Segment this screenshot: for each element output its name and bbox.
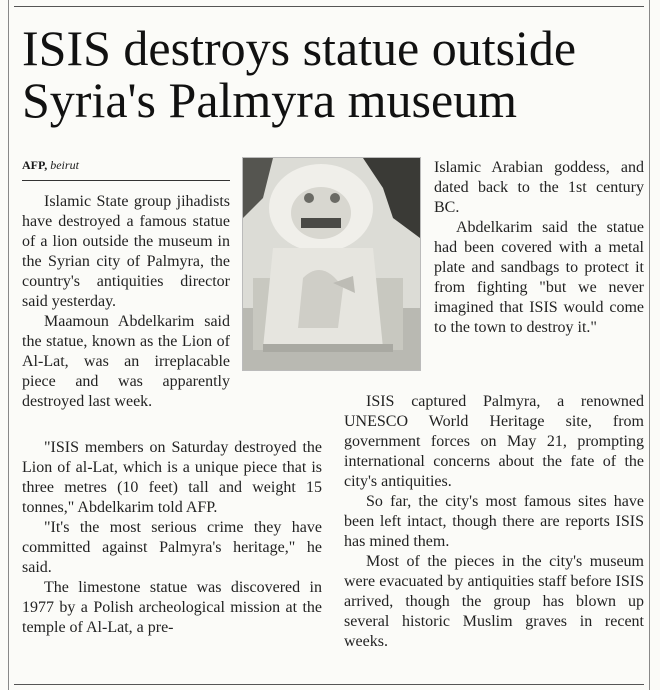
paragraph-6: Islamic Arabian goddess, and dated back to the 1st century BC. bbox=[434, 159, 644, 216]
paragraph-5: The limestone statue was discovered in 1977 by a Polish archeological mission at the temple of Al-Lat, a pre- bbox=[22, 579, 322, 636]
paragraph-10: Most of the pieces in the city's museum were evacuated by antiquities staff before ISIS arrived, though the group has blown up several historic Muslim graves in recent weeks. bbox=[344, 553, 644, 650]
paragraph-2: Maamoun Abdelkarim said the statue, known as the Lion of Al-Lat, was an irreplacable piece and was apparently destroyed last week. bbox=[22, 313, 230, 410]
article-column-2-bottom bbox=[344, 392, 644, 652]
paragraph-3: "ISIS members on Saturday destroyed the Lion of al-Lat, which is a unique piece that is three metres (10 feet) tall and weight 15 tonnes," Abdelkarim told AFP. bbox=[22, 439, 322, 516]
byline bbox=[22, 158, 79, 173]
byline-agency: AFP, bbox=[22, 158, 48, 172]
page-border-left bbox=[8, 0, 9, 690]
headline: ISIS destroys statue outside Syria's Palmyra museum bbox=[22, 20, 577, 128]
article-column-2-top bbox=[434, 158, 644, 338]
article-column-1-top bbox=[22, 192, 230, 412]
bottom-rule bbox=[14, 684, 644, 685]
paragraph-9: So far, the city's most famous sites have been left intact, though there are reports ISIS has mined them. bbox=[344, 493, 644, 550]
paragraph-1: Islamic State group jihadists have destroyed a famous statue of a lion outside the museum in the Syrian city of Palmyra, the country's antiquities director said yesterday. bbox=[22, 193, 230, 310]
byline-rule bbox=[22, 180, 230, 181]
paragraph-4: "It's the most serious crime they have committed against Palmyra's heritage," he said. bbox=[22, 519, 322, 576]
article-column-1-bottom bbox=[22, 438, 322, 638]
paragraph-7: Abdelkarim said the statue had been covered with a metal plate and sandbags to protect it from fighting "but we never imagined that ISIS would come to the town to destroy it." bbox=[434, 219, 644, 336]
lion-statue-photo bbox=[242, 157, 421, 371]
paragraph-8: ISIS captured Palmyra, a renowned UNESCO World Heritage site, from government forces on May 21, prompting international concerns about the fate of the city's antiquities. bbox=[344, 393, 644, 490]
byline-city: beirut bbox=[50, 158, 79, 172]
top-rule bbox=[14, 6, 644, 7]
